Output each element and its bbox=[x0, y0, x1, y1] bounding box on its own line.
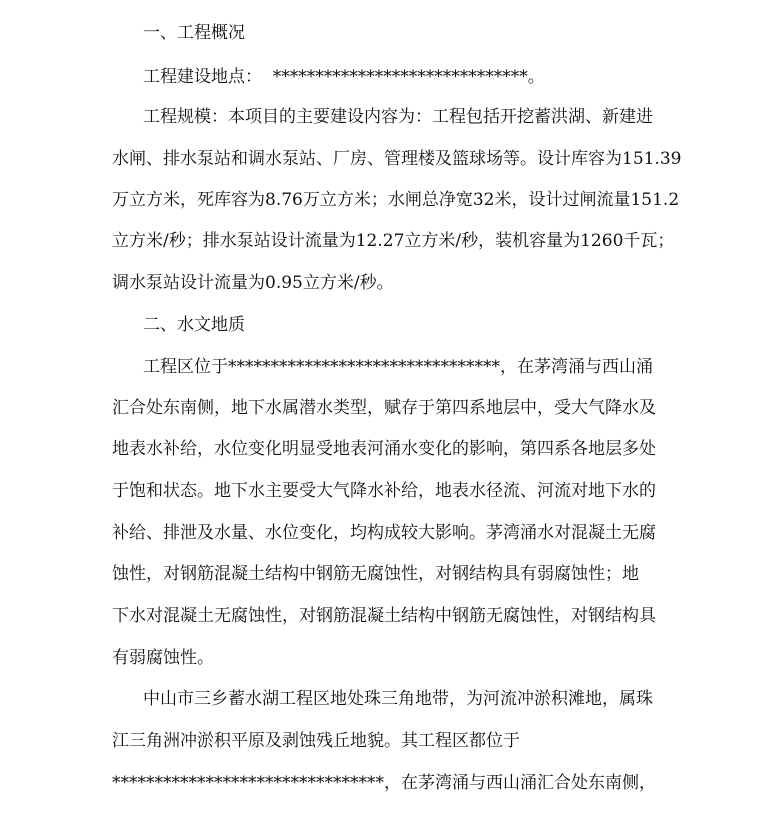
heading-project-overview: 一、工程概况 bbox=[143, 23, 245, 43]
para1-line-3: 地表水补给，水位变化明显受地表河涌水变化的影响，第四系各地层多处 bbox=[112, 439, 656, 459]
para2-line-2: 江三角洲冲淤积平原及剥蚀残丘地貌。其工程区都位于 bbox=[112, 731, 520, 751]
para1-line-5: 补给、排泄及水量、水位变化，均构成较大影响。茅湾涌水对混凝土无腐 bbox=[112, 523, 656, 543]
para1-line-4: 于饱和状态。地下水主要受大气降水补给，地表水径流、河流对地下水的 bbox=[112, 481, 656, 501]
para2-line-3: ********************************，在茅湾涌与西山涌汇合处东南侧， bbox=[112, 773, 656, 793]
para1-line-2: 汇合处东南侧，地下水属潜水类型，赋存于第四系地层中，受大气降水及 bbox=[112, 398, 656, 418]
scale-line-3: 万立方米，死库容为8.76万立方米；水闸总净宽32米，设计过闸流量151.2 bbox=[112, 190, 680, 210]
para2-line-1: 中山市三乡蓄水湖工程区地处珠三角地带，为河流冲淤积滩地，属珠 bbox=[143, 689, 653, 709]
scale-line-1: 工程规模：本项目的主要建设内容为：工程包括开挖蓄洪湖、新建进 bbox=[143, 107, 653, 127]
para1-line-6: 蚀性，对钢筋混凝土结构中钢筋无腐蚀性，对钢结构具有弱腐蚀性；地 bbox=[112, 564, 639, 584]
heading-hydrogeology: 二、水文地质 bbox=[143, 315, 245, 335]
scale-line-2: 水闸、排水泵站和调水泵站、厂房、管理楼及篮球场等。设计库容为151.39 bbox=[112, 149, 682, 169]
para1-line-7: 下水对混凝土无腐蚀性，对钢筋混凝土结构中钢筋无腐蚀性，对钢结构具 bbox=[112, 606, 656, 626]
para1-line-1: 工程区位于********************************，在茅湾涌与西山涌 bbox=[143, 357, 653, 377]
scale-line-5: 调水泵站设计流量为0.95立方米/秒。 bbox=[112, 273, 394, 293]
site-location-line: 工程建设地点： ******************************。 bbox=[143, 67, 545, 87]
scale-line-4: 立方米/秒；排水泵站设计流量为12.27立方米/秒，装机容量为1260千瓦； bbox=[112, 231, 675, 251]
para1-line-8: 有弱腐蚀性。 bbox=[112, 648, 214, 668]
